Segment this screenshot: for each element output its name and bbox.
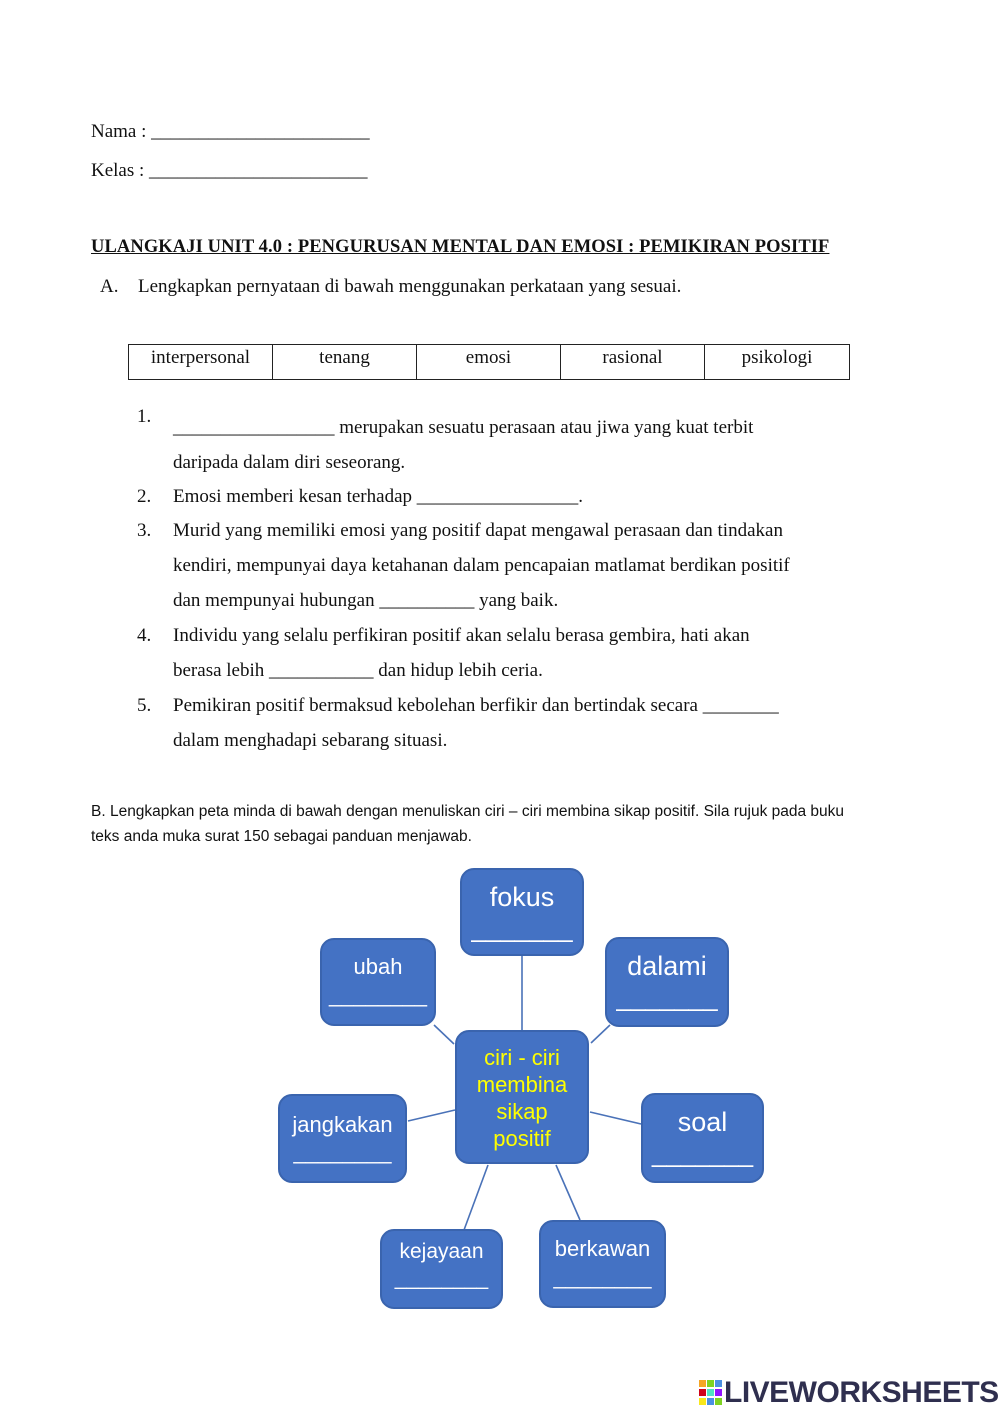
- node-blank: ________: [329, 982, 427, 1007]
- question-2-line-1: Emosi memberi kesan terhadap _________________.: [173, 486, 584, 507]
- connector-dalami: [591, 1025, 610, 1043]
- node-label: berkawan: [554, 1236, 651, 1261]
- connector-berkawan: [556, 1165, 580, 1220]
- mind-map-node-dalami[interactable]: [605, 937, 729, 1027]
- word-bank-table: [128, 344, 850, 380]
- node-blank: _______: [651, 1138, 754, 1168]
- word-bank-cell: emosi: [417, 345, 561, 379]
- center-line: ciri - ciri: [484, 1045, 560, 1070]
- mind-map-node-kejayaan[interactable]: [380, 1229, 503, 1309]
- connector-jangkakan: [408, 1110, 455, 1121]
- question-number: 5.: [137, 695, 152, 716]
- connector-kejayaan: [464, 1165, 488, 1230]
- node-label: ubah: [353, 954, 403, 979]
- node-label: dalami: [627, 951, 707, 981]
- mind-map-node-berkawan[interactable]: [539, 1220, 666, 1308]
- liveworksheets-logo-icon: [698, 1379, 724, 1407]
- mind-map-node-ubah[interactable]: [320, 938, 436, 1026]
- mind-map-center-node: [455, 1030, 589, 1164]
- question-5-line-2: dalam menghadapi sebarang situasi.: [173, 730, 448, 751]
- node-blank: _______: [471, 913, 573, 943]
- name-field: Nama : _______________________: [91, 121, 370, 142]
- center-line: positif: [493, 1126, 551, 1151]
- connector-soal: [590, 1112, 641, 1124]
- question-3-line-2: kendiri, mempunyai daya ketahanan dalam pencapaian matlamat berdikan positif: [173, 555, 790, 576]
- question-4-line-1: Individu yang selalu perfikiran positif akan selalu berasa gembira, hati akan: [173, 625, 750, 646]
- node-blank: ________: [394, 1267, 489, 1290]
- word-bank-cell: tenang: [273, 345, 417, 379]
- node-blank: ________: [293, 1139, 392, 1164]
- mind-map-node-soal[interactable]: [641, 1093, 764, 1183]
- class-field: Kelas : _______________________: [91, 160, 368, 181]
- question-number: 2.: [137, 486, 152, 507]
- node-blank: ________: [553, 1264, 652, 1289]
- word-bank-cell: interpersonal: [129, 345, 273, 379]
- node-label: soal: [677, 1107, 728, 1137]
- question-5-line-1: Pemikiran positif bermaksud kebolehan berfikir dan bertindak secara ________: [173, 695, 779, 716]
- node-blank: _______: [616, 982, 718, 1012]
- word-bank-cell: rasional: [561, 345, 705, 379]
- mind-map-node-jangkakan[interactable]: [278, 1094, 407, 1183]
- node-label: kejayaan: [399, 1240, 484, 1263]
- mind-map-node-fokus[interactable]: [460, 868, 584, 956]
- question-3-line-3: dan mempunyai hubungan __________ yang baik.: [173, 590, 559, 611]
- section-b-instruction-line-2: teks anda muka surat 150 sebagai panduan menjawab.: [91, 828, 472, 845]
- liveworksheets-logo: [698, 1376, 999, 1410]
- question-1-line-2: daripada dalam diri seseorang.: [173, 452, 406, 473]
- node-label: fokus: [489, 882, 555, 912]
- question-number: 3.: [137, 520, 152, 541]
- center-line: sikap: [496, 1099, 548, 1124]
- liveworksheets-wordmark: LIVEWORKSHEETS: [724, 1376, 999, 1409]
- connector-ubah: [434, 1025, 454, 1044]
- question-number: 4.: [137, 625, 152, 646]
- question-number: 1.: [137, 406, 152, 427]
- page-title: ULANGKAJI UNIT 4.0 : PENGURUSAN MENTAL DAN EMOSI : PEMIKIRAN POSITIF: [91, 237, 830, 257]
- question-1-line-1: _________________ merupakan sesuatu perasaan atau jiwa yang kuat terbit: [173, 417, 754, 438]
- section-a-instruction: Lengkapkan pernyataan di bawah menggunakan perkataan yang sesuai.: [138, 276, 682, 297]
- section-b-instruction-line-1: B. Lengkapkan peta minda di bawah dengan menuliskan ciri – ciri membina sikap positif. Sila rujuk pada buku: [91, 803, 845, 820]
- question-3-line-1: Murid yang memiliki emosi yang positif dapat mengawal perasaan dan tindakan: [173, 520, 783, 541]
- word-bank-cell: psikologi: [741, 347, 813, 368]
- question-4-line-2: berasa lebih ___________ dan hidup lebih ceria.: [173, 660, 543, 681]
- center-line: membina: [476, 1072, 568, 1097]
- node-label: jangkakan: [292, 1112, 393, 1137]
- section-a-marker: A.: [100, 276, 119, 297]
